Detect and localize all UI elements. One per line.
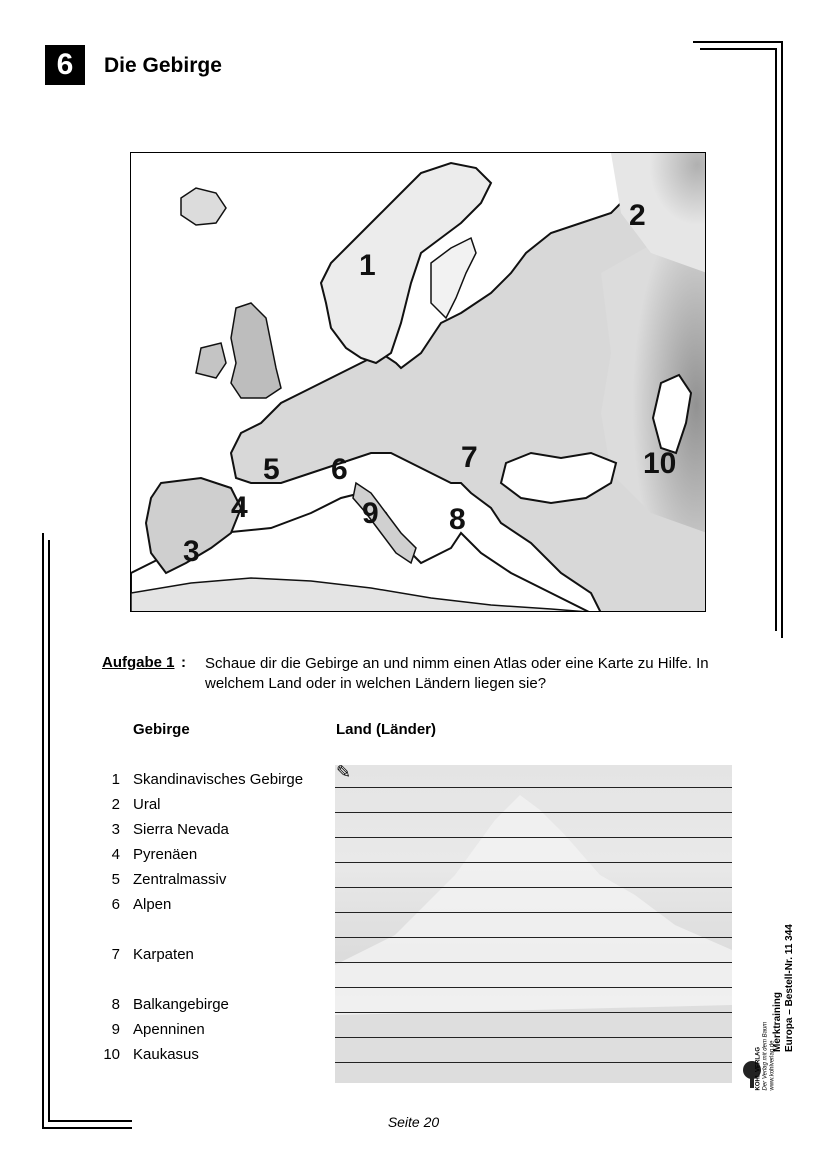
column-header-countries: Land (Länder) xyxy=(336,721,436,738)
publisher-slogan: Der Verlag mit dem Baum xyxy=(762,1021,769,1091)
map-label-1: 1 xyxy=(359,249,376,282)
map-label-8: 8 xyxy=(449,503,466,536)
row-number: 2 xyxy=(111,796,120,813)
map-label-3: 3 xyxy=(183,535,200,568)
map-label-7: 7 xyxy=(461,441,478,474)
map-label-5: 5 xyxy=(263,453,280,486)
mountain-name: Apenninen xyxy=(133,1021,205,1038)
page-number: Seite 20 xyxy=(387,1114,440,1130)
row-number: 5 xyxy=(111,871,120,888)
publisher-url: www.kohlverlag.de xyxy=(769,1040,776,1091)
europe-map xyxy=(130,152,706,612)
mountain-name: Alpen xyxy=(133,896,172,913)
publisher-name: KOHL VERLAG xyxy=(755,1046,762,1091)
mountain-name: Kaukasus xyxy=(133,1046,199,1063)
row-number: 1 xyxy=(111,771,120,788)
task-instruction: Schaue dir die Gebirge an und nimm einen Atlas oder eine Karte zu Hilfe. In welchem Land oder in welchen Ländern liegen sie? xyxy=(205,655,709,692)
row-number: 3 xyxy=(111,821,120,838)
row-number: 8 xyxy=(111,996,120,1013)
row-number: 6 xyxy=(111,896,120,913)
map-label-4: 4 xyxy=(231,491,248,524)
column-header-mountains: Gebirge xyxy=(133,721,190,738)
answer-area[interactable] xyxy=(335,762,732,1083)
map-label-6: 6 xyxy=(331,453,348,486)
map-label-10: 10 xyxy=(643,447,677,480)
pencil-icon: ✎ xyxy=(336,762,352,782)
task-colon: : xyxy=(181,654,186,671)
mountain-name: Balkangebirge xyxy=(133,996,229,1013)
row-number: 9 xyxy=(111,1021,120,1038)
row-number: 10 xyxy=(103,1046,120,1063)
map-label-9: 9 xyxy=(362,497,379,530)
mountain-name: Karpaten xyxy=(133,946,194,963)
sidebar-series: Merktraining xyxy=(772,991,783,1052)
sidebar-order-number: Europa – Bestell-Nr. 11 344 xyxy=(784,924,795,1052)
publisher-logo xyxy=(740,1020,800,1092)
mountain-name: Zentralmassiv xyxy=(133,871,227,888)
mountain-name: Ural xyxy=(133,796,161,813)
chapter-number: 6 xyxy=(45,45,85,85)
row-number: 7 xyxy=(111,946,120,963)
row-number: 4 xyxy=(111,846,120,863)
map-label-2: 2 xyxy=(629,199,646,232)
mountain-name: Sierra Nevada xyxy=(133,821,229,838)
page-title: Die Gebirge xyxy=(104,54,222,77)
mountain-name: Skandinavisches Gebirge xyxy=(133,771,304,788)
task-label: Aufgabe 1 xyxy=(102,654,175,671)
mountain-name: Pyrenäen xyxy=(133,846,198,863)
